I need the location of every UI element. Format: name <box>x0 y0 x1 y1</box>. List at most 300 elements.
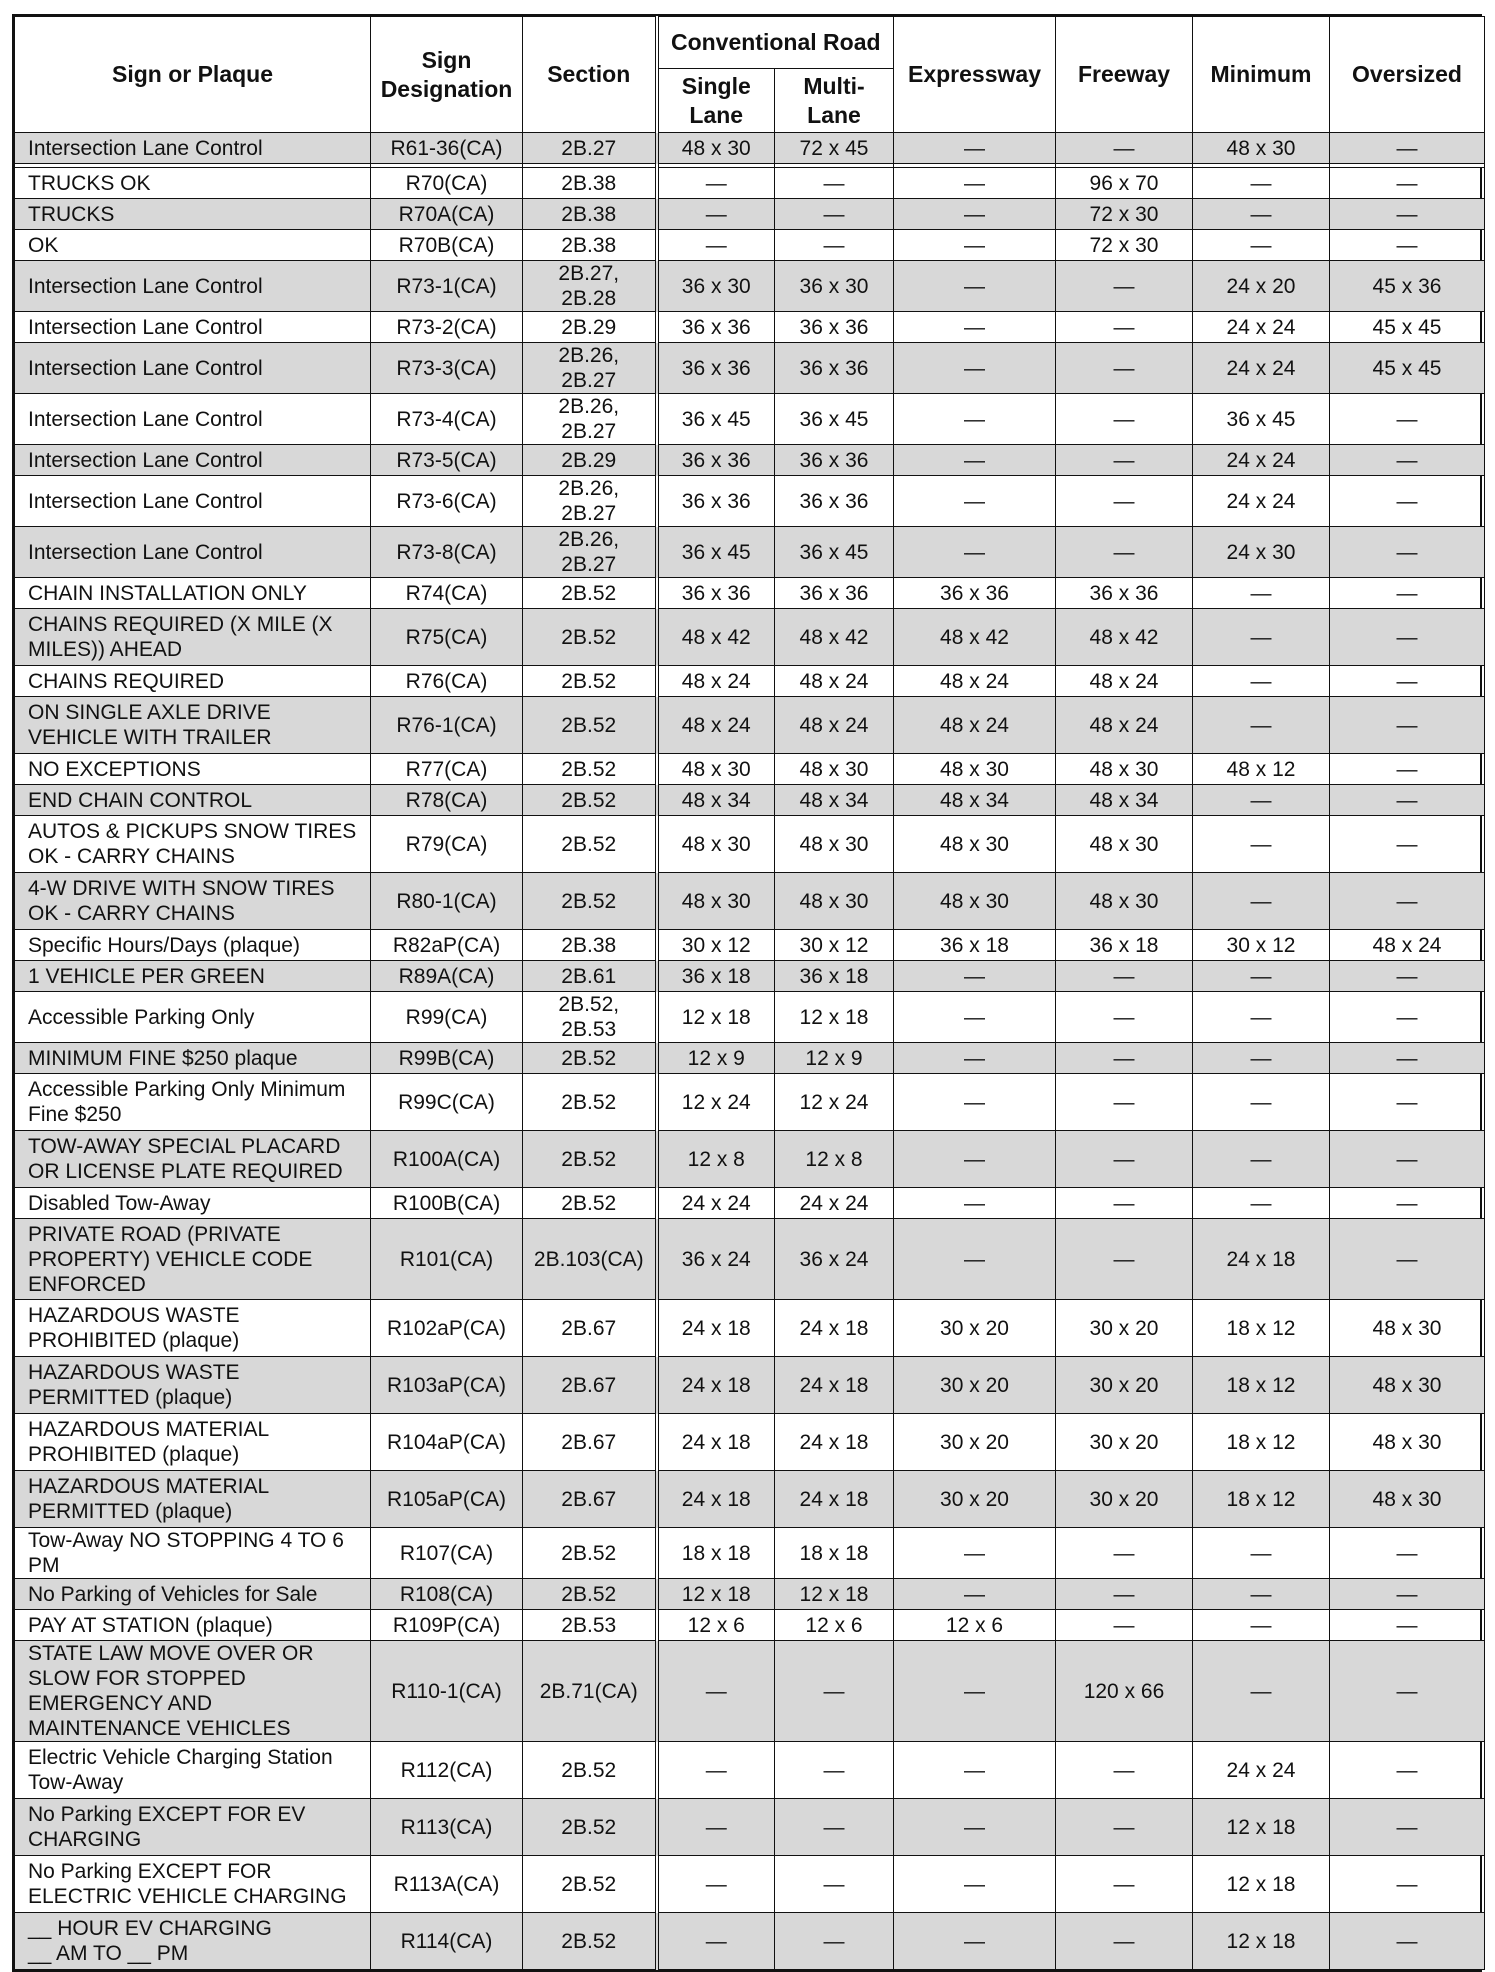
freeway-size-cell: 30 x 20 <box>1056 1471 1193 1528</box>
minimum-size-cell: — <box>1193 697 1330 754</box>
expressway-size-cell: — <box>894 476 1056 527</box>
table-row <box>15 609 1485 666</box>
minimum-size-cell: — <box>1193 1579 1330 1610</box>
single-lane-size-cell: 12 x 24 <box>657 1074 775 1131</box>
header-single-lane: Single Lane <box>657 69 775 133</box>
single-lane-size-cell: 12 x 6 <box>657 1610 775 1641</box>
single-lane-size-cell: 36 x 45 <box>657 527 775 578</box>
sign-designation-cell: R82aP(CA) <box>371 930 523 961</box>
section-cell: 2B.29 <box>523 312 657 343</box>
section-cell: 2B.38 <box>523 199 657 230</box>
freeway-size-cell: — <box>1056 961 1193 992</box>
oversized-size-cell: 45 x 45 <box>1330 312 1485 343</box>
single-lane-size-cell: — <box>657 1856 775 1913</box>
section-cell: 2B.52 <box>523 873 657 930</box>
expressway-size-cell: — <box>894 1641 1056 1742</box>
single-lane-size-cell: 12 x 18 <box>657 992 775 1043</box>
table-row <box>15 230 1485 261</box>
oversized-size-cell: — <box>1330 873 1485 930</box>
oversized-size-cell: — <box>1330 199 1485 230</box>
multi-lane-size-cell: — <box>775 1742 894 1799</box>
freeway-size-cell: — <box>1056 1742 1193 1799</box>
multi-lane-size-cell: 12 x 9 <box>775 1043 894 1074</box>
sign-name-cell: TOW-AWAY SPECIAL PLACARD OR LICENSE PLATE REQUIRED <box>15 1131 371 1188</box>
freeway-size-cell: — <box>1056 1131 1193 1188</box>
minimum-size-cell: 24 x 24 <box>1193 476 1330 527</box>
section-cell: 2B.52 <box>523 1742 657 1799</box>
oversized-size-cell: — <box>1330 961 1485 992</box>
expressway-size-cell: 48 x 30 <box>894 754 1056 785</box>
header-expressway: Expressway <box>894 17 1056 133</box>
freeway-size-cell: 48 x 30 <box>1056 754 1193 785</box>
expressway-size-cell: — <box>894 527 1056 578</box>
oversized-size-cell: — <box>1330 1219 1485 1300</box>
sign-name-cell: CHAINS REQUIRED <box>15 666 371 697</box>
oversized-size-cell: — <box>1330 445 1485 476</box>
oversized-size-cell: — <box>1330 697 1485 754</box>
minimum-size-cell: 12 x 18 <box>1193 1856 1330 1913</box>
sign-name-cell: No Parking of Vehicles for Sale <box>15 1579 371 1610</box>
minimum-size-cell: 48 x 30 <box>1193 133 1330 164</box>
expressway-size-cell: — <box>894 133 1056 164</box>
sign-designation-cell: R102aP(CA) <box>371 1300 523 1357</box>
sign-designation-cell: R77(CA) <box>371 754 523 785</box>
sign-designation-cell: R107(CA) <box>371 1528 523 1579</box>
freeway-size-cell: 36 x 18 <box>1056 930 1193 961</box>
multi-lane-size-cell: 12 x 18 <box>775 992 894 1043</box>
multi-lane-size-cell: 36 x 24 <box>775 1219 894 1300</box>
table-row <box>15 961 1485 992</box>
oversized-size-cell: — <box>1330 1528 1485 1579</box>
minimum-size-cell: 18 x 12 <box>1193 1414 1330 1471</box>
expressway-size-cell: 30 x 20 <box>894 1357 1056 1414</box>
table-row <box>15 1742 1485 1799</box>
sign-designation-cell: R79(CA) <box>371 816 523 873</box>
section-cell: 2B.26, 2B.27 <box>523 394 657 445</box>
multi-lane-size-cell: 12 x 6 <box>775 1610 894 1641</box>
expressway-size-cell: 48 x 24 <box>894 697 1056 754</box>
freeway-size-cell: 30 x 20 <box>1056 1357 1193 1414</box>
sign-name-cell: MINIMUM FINE $250 plaque <box>15 1043 371 1074</box>
multi-lane-size-cell: — <box>775 1799 894 1856</box>
single-lane-size-cell: 48 x 30 <box>657 754 775 785</box>
table-row <box>15 666 1485 697</box>
sign-name-cell: AUTOS & PICKUPS SNOW TIRES OK - CARRY CHAINS <box>15 816 371 873</box>
oversized-size-cell: — <box>1330 992 1485 1043</box>
multi-lane-size-cell: 48 x 24 <box>775 666 894 697</box>
multi-lane-size-cell: 36 x 36 <box>775 476 894 527</box>
section-cell: 2B.52 <box>523 1799 657 1856</box>
sign-name-cell: NO EXCEPTIONS <box>15 754 371 785</box>
freeway-size-cell: 36 x 36 <box>1056 578 1193 609</box>
section-cell: 2B.38 <box>523 168 657 199</box>
sign-designation-cell: R70B(CA) <box>371 230 523 261</box>
sign-size-table-frame <box>12 14 1482 1972</box>
freeway-size-cell: — <box>1056 1913 1193 1970</box>
multi-lane-size-cell: 12 x 18 <box>775 1579 894 1610</box>
header-conventional-road: Conventional Road <box>657 17 894 69</box>
single-lane-size-cell: 48 x 24 <box>657 697 775 754</box>
table-row <box>15 873 1485 930</box>
section-cell: 2B.52 <box>523 1579 657 1610</box>
sign-designation-cell: R70A(CA) <box>371 199 523 230</box>
sign-designation-cell: R109P(CA) <box>371 1610 523 1641</box>
freeway-size-cell: 96 x 70 <box>1056 168 1193 199</box>
single-lane-size-cell: 18 x 18 <box>657 1528 775 1579</box>
freeway-size-cell: 48 x 42 <box>1056 609 1193 666</box>
minimum-size-cell: 48 x 12 <box>1193 754 1330 785</box>
single-lane-size-cell: 36 x 36 <box>657 445 775 476</box>
single-lane-size-cell: — <box>657 1641 775 1742</box>
multi-lane-size-cell: — <box>775 1641 894 1742</box>
expressway-size-cell: — <box>894 992 1056 1043</box>
oversized-size-cell: — <box>1330 394 1485 445</box>
multi-lane-size-cell: 12 x 8 <box>775 1131 894 1188</box>
expressway-size-cell: — <box>894 1799 1056 1856</box>
freeway-size-cell: — <box>1056 1856 1193 1913</box>
freeway-size-cell: — <box>1056 343 1193 394</box>
multi-lane-size-cell: — <box>775 230 894 261</box>
sign-designation-cell: R114(CA) <box>371 1913 523 1970</box>
sign-designation-cell: R99B(CA) <box>371 1043 523 1074</box>
sign-designation-cell: R73-5(CA) <box>371 445 523 476</box>
header-sign-designation: Sign Designation <box>371 17 523 133</box>
multi-lane-size-cell: 48 x 30 <box>775 754 894 785</box>
minimum-size-cell: — <box>1193 873 1330 930</box>
multi-lane-size-cell: 36 x 30 <box>775 261 894 312</box>
oversized-size-cell: 48 x 30 <box>1330 1471 1485 1528</box>
single-lane-size-cell: 24 x 18 <box>657 1300 775 1357</box>
freeway-size-cell: — <box>1056 1043 1193 1074</box>
expressway-size-cell: 12 x 6 <box>894 1610 1056 1641</box>
expressway-size-cell: 30 x 20 <box>894 1414 1056 1471</box>
minimum-size-cell: — <box>1193 168 1330 199</box>
freeway-size-cell: — <box>1056 1528 1193 1579</box>
sign-name-cell: __ HOUR EV CHARGING __ AM TO __ PM <box>15 1913 371 1970</box>
table-row <box>15 785 1485 816</box>
table-row <box>15 697 1485 754</box>
expressway-size-cell: 36 x 36 <box>894 578 1056 609</box>
minimum-size-cell: — <box>1193 992 1330 1043</box>
single-lane-size-cell: — <box>657 1799 775 1856</box>
sign-name-cell: No Parking EXCEPT FOR ELECTRIC VEHICLE CHARGING <box>15 1856 371 1913</box>
expressway-size-cell: — <box>894 1913 1056 1970</box>
expressway-size-cell: — <box>894 1856 1056 1913</box>
table-row <box>15 199 1485 230</box>
table-row <box>15 394 1485 445</box>
oversized-size-cell: — <box>1330 1913 1485 1970</box>
single-lane-size-cell: 12 x 18 <box>657 1579 775 1610</box>
multi-lane-size-cell: — <box>775 168 894 199</box>
single-lane-size-cell: 48 x 30 <box>657 873 775 930</box>
sign-designation-cell: R108(CA) <box>371 1579 523 1610</box>
oversized-size-cell: — <box>1330 666 1485 697</box>
minimum-size-cell: 12 x 18 <box>1193 1799 1330 1856</box>
table-row <box>15 1414 1485 1471</box>
section-cell: 2B.61 <box>523 961 657 992</box>
minimum-size-cell: — <box>1193 1043 1330 1074</box>
freeway-size-cell: 120 x 66 <box>1056 1641 1193 1742</box>
sign-name-cell: 4-W DRIVE WITH SNOW TIRES OK - CARRY CHAINS <box>15 873 371 930</box>
expressway-size-cell: 48 x 30 <box>894 873 1056 930</box>
table-row <box>15 992 1485 1043</box>
freeway-size-cell: 48 x 24 <box>1056 666 1193 697</box>
sign-designation-cell: R76-1(CA) <box>371 697 523 754</box>
sign-name-cell: PRIVATE ROAD (PRIVATE PROPERTY) VEHICLE CODE ENFORCED <box>15 1219 371 1300</box>
section-cell: 2B.52 <box>523 666 657 697</box>
expressway-size-cell: 36 x 18 <box>894 930 1056 961</box>
expressway-size-cell: 48 x 34 <box>894 785 1056 816</box>
sign-designation-cell: R100B(CA) <box>371 1188 523 1219</box>
table-row <box>15 1579 1485 1610</box>
single-lane-size-cell: — <box>657 199 775 230</box>
freeway-size-cell: 48 x 30 <box>1056 873 1193 930</box>
oversized-size-cell: — <box>1330 754 1485 785</box>
oversized-size-cell: — <box>1330 476 1485 527</box>
sign-name-cell: Intersection Lane Control <box>15 312 371 343</box>
minimum-size-cell: — <box>1193 1131 1330 1188</box>
minimum-size-cell: — <box>1193 1188 1330 1219</box>
minimum-size-cell: — <box>1193 1610 1330 1641</box>
sign-name-cell: Intersection Lane Control <box>15 343 371 394</box>
minimum-size-cell: 24 x 20 <box>1193 261 1330 312</box>
section-cell: 2B.52, 2B.53 <box>523 992 657 1043</box>
oversized-size-cell: — <box>1330 133 1485 164</box>
expressway-size-cell: — <box>894 1131 1056 1188</box>
freeway-size-cell: — <box>1056 1074 1193 1131</box>
freeway-size-cell: — <box>1056 527 1193 578</box>
sign-name-cell: Intersection Lane Control <box>15 476 371 527</box>
oversized-size-cell: 45 x 45 <box>1330 343 1485 394</box>
expressway-size-cell: 30 x 20 <box>894 1471 1056 1528</box>
sign-designation-cell: R113A(CA) <box>371 1856 523 1913</box>
expressway-size-cell: — <box>894 1043 1056 1074</box>
multi-lane-size-cell: 18 x 18 <box>775 1528 894 1579</box>
section-cell: 2B.67 <box>523 1414 657 1471</box>
sign-designation-cell: R73-4(CA) <box>371 394 523 445</box>
oversized-size-cell: — <box>1330 527 1485 578</box>
table-row <box>15 1528 1485 1579</box>
sign-name-cell: HAZARDOUS WASTE PROHIBITED (plaque) <box>15 1300 371 1357</box>
sign-name-cell: Intersection Lane Control <box>15 261 371 312</box>
table-body <box>15 133 1485 1970</box>
table-row <box>15 133 1485 164</box>
single-lane-size-cell: — <box>657 1742 775 1799</box>
sign-designation-cell: R78(CA) <box>371 785 523 816</box>
sign-designation-cell: R76(CA) <box>371 666 523 697</box>
sign-name-cell: Intersection Lane Control <box>15 445 371 476</box>
table-row <box>15 1219 1485 1300</box>
single-lane-size-cell: 36 x 30 <box>657 261 775 312</box>
multi-lane-size-cell: 36 x 36 <box>775 445 894 476</box>
oversized-size-cell: — <box>1330 609 1485 666</box>
table-header <box>15 17 1485 133</box>
single-lane-size-cell: 48 x 42 <box>657 609 775 666</box>
multi-lane-size-cell: 48 x 42 <box>775 609 894 666</box>
minimum-size-cell: — <box>1193 199 1330 230</box>
multi-lane-size-cell: — <box>775 1913 894 1970</box>
minimum-size-cell: 24 x 24 <box>1193 1742 1330 1799</box>
section-cell: 2B.27, 2B.28 <box>523 261 657 312</box>
section-cell: 2B.52 <box>523 1528 657 1579</box>
single-lane-size-cell: 24 x 24 <box>657 1188 775 1219</box>
sign-designation-cell: R74(CA) <box>371 578 523 609</box>
minimum-size-cell: — <box>1193 816 1330 873</box>
minimum-size-cell: 24 x 24 <box>1193 343 1330 394</box>
sign-designation-cell: R89A(CA) <box>371 961 523 992</box>
section-cell: 2B.71(CA) <box>523 1641 657 1742</box>
single-lane-size-cell: 36 x 36 <box>657 476 775 527</box>
section-cell: 2B.52 <box>523 1856 657 1913</box>
multi-lane-size-cell: — <box>775 1856 894 1913</box>
table-row <box>15 1913 1485 1970</box>
sign-designation-cell: R112(CA) <box>371 1742 523 1799</box>
single-lane-size-cell: 30 x 12 <box>657 930 775 961</box>
table-row <box>15 1357 1485 1414</box>
expressway-size-cell: 30 x 20 <box>894 1300 1056 1357</box>
section-cell: 2B.26, 2B.27 <box>523 527 657 578</box>
table-row <box>15 1471 1485 1528</box>
table-row <box>15 343 1485 394</box>
single-lane-size-cell: 36 x 36 <box>657 312 775 343</box>
oversized-size-cell: — <box>1330 785 1485 816</box>
table-row <box>15 1610 1485 1641</box>
multi-lane-size-cell: 48 x 24 <box>775 697 894 754</box>
sign-name-cell: TRUCKS <box>15 199 371 230</box>
minimum-size-cell: — <box>1193 230 1330 261</box>
table-row <box>15 1131 1485 1188</box>
header-section: Section <box>523 17 657 133</box>
sign-name-cell: HAZARDOUS WASTE PERMITTED (plaque) <box>15 1357 371 1414</box>
minimum-size-cell: 24 x 30 <box>1193 527 1330 578</box>
minimum-size-cell: 24 x 18 <box>1193 1219 1330 1300</box>
table-row <box>15 1300 1485 1357</box>
expressway-size-cell: 48 x 30 <box>894 816 1056 873</box>
table-row <box>15 1043 1485 1074</box>
header-sign-or-plaque: Sign or Plaque <box>15 17 371 133</box>
section-cell: 2B.52 <box>523 1131 657 1188</box>
section-cell: 2B.29 <box>523 445 657 476</box>
single-lane-size-cell: 24 x 18 <box>657 1414 775 1471</box>
table-row <box>15 1856 1485 1913</box>
expressway-size-cell: — <box>894 168 1056 199</box>
oversized-size-cell: — <box>1330 1074 1485 1131</box>
expressway-size-cell: — <box>894 961 1056 992</box>
header-minimum: Minimum <box>1193 17 1330 133</box>
sign-name-cell: Electric Vehicle Charging Station Tow-Away <box>15 1742 371 1799</box>
oversized-size-cell: — <box>1330 1579 1485 1610</box>
section-cell: 2B.52 <box>523 609 657 666</box>
single-lane-size-cell: 48 x 30 <box>657 133 775 164</box>
single-lane-size-cell: 36 x 36 <box>657 578 775 609</box>
single-lane-size-cell: 12 x 9 <box>657 1043 775 1074</box>
sign-name-cell: CHAINS REQUIRED (X MILE (X MILES)) AHEAD <box>15 609 371 666</box>
multi-lane-size-cell: 12 x 24 <box>775 1074 894 1131</box>
multi-lane-size-cell: 36 x 45 <box>775 394 894 445</box>
oversized-size-cell: 45 x 36 <box>1330 261 1485 312</box>
multi-lane-size-cell: 36 x 36 <box>775 312 894 343</box>
single-lane-size-cell: 48 x 30 <box>657 816 775 873</box>
freeway-size-cell: — <box>1056 992 1193 1043</box>
table-row <box>15 445 1485 476</box>
multi-lane-size-cell: 36 x 18 <box>775 961 894 992</box>
header-multi-lane: Multi-Lane <box>775 69 894 133</box>
multi-lane-size-cell: 48 x 30 <box>775 873 894 930</box>
minimum-size-cell: — <box>1193 961 1330 992</box>
sign-designation-cell: R113(CA) <box>371 1799 523 1856</box>
expressway-size-cell: 48 x 24 <box>894 666 1056 697</box>
multi-lane-size-cell: 48 x 30 <box>775 816 894 873</box>
sign-designation-cell: R101(CA) <box>371 1219 523 1300</box>
table-row <box>15 1188 1485 1219</box>
sign-name-cell: OK <box>15 230 371 261</box>
freeway-size-cell: — <box>1056 312 1193 343</box>
sign-designation-cell: R100A(CA) <box>371 1131 523 1188</box>
sign-designation-cell: R73-8(CA) <box>371 527 523 578</box>
expressway-size-cell: — <box>894 1742 1056 1799</box>
sign-name-cell: Tow-Away NO STOPPING 4 TO 6 PM <box>15 1528 371 1579</box>
single-lane-size-cell: 24 x 18 <box>657 1471 775 1528</box>
table-row <box>15 312 1485 343</box>
section-cell: 2B.38 <box>523 930 657 961</box>
table-row <box>15 527 1485 578</box>
sign-designation-cell: R73-2(CA) <box>371 312 523 343</box>
expressway-size-cell: — <box>894 199 1056 230</box>
sign-name-cell: Accessible Parking Only Minimum Fine $250 <box>15 1074 371 1131</box>
section-cell: 2B.52 <box>523 754 657 785</box>
table-row <box>15 261 1485 312</box>
minimum-size-cell: 18 x 12 <box>1193 1357 1330 1414</box>
sign-name-cell: STATE LAW MOVE OVER OR SLOW FOR STOPPED EMERGENCY AND MAINTENANCE VEHICLES <box>15 1641 371 1742</box>
single-lane-size-cell: 36 x 36 <box>657 343 775 394</box>
minimum-size-cell: 18 x 12 <box>1193 1300 1330 1357</box>
sign-designation-cell: R73-3(CA) <box>371 343 523 394</box>
oversized-size-cell: — <box>1330 1856 1485 1913</box>
sign-designation-cell: R73-1(CA) <box>371 261 523 312</box>
multi-lane-size-cell: 48 x 34 <box>775 785 894 816</box>
section-cell: 2B.67 <box>523 1471 657 1528</box>
expressway-size-cell: — <box>894 343 1056 394</box>
section-cell: 2B.52 <box>523 1913 657 1970</box>
minimum-size-cell: — <box>1193 578 1330 609</box>
freeway-size-cell: — <box>1056 1579 1193 1610</box>
sign-designation-cell: R105aP(CA) <box>371 1471 523 1528</box>
single-lane-size-cell: 36 x 24 <box>657 1219 775 1300</box>
table-row <box>15 476 1485 527</box>
sign-designation-cell: R110-1(CA) <box>371 1641 523 1742</box>
freeway-size-cell: 30 x 20 <box>1056 1414 1193 1471</box>
section-cell: 2B.26, 2B.27 <box>523 343 657 394</box>
sign-name-cell: HAZARDOUS MATERIAL PROHIBITED (plaque) <box>15 1414 371 1471</box>
minimum-size-cell: 12 x 18 <box>1193 1913 1330 1970</box>
sign-name-cell: Accessible Parking Only <box>15 992 371 1043</box>
freeway-size-cell: — <box>1056 261 1193 312</box>
multi-lane-size-cell: 36 x 45 <box>775 527 894 578</box>
oversized-size-cell: — <box>1330 578 1485 609</box>
header-oversized: Oversized <box>1330 17 1485 133</box>
freeway-size-cell: — <box>1056 394 1193 445</box>
multi-lane-size-cell: 24 x 18 <box>775 1414 894 1471</box>
sign-name-cell: Disabled Tow-Away <box>15 1188 371 1219</box>
section-cell: 2B.52 <box>523 578 657 609</box>
sign-name-cell: Intersection Lane Control <box>15 527 371 578</box>
table-row <box>15 816 1485 873</box>
freeway-size-cell: — <box>1056 445 1193 476</box>
table-row <box>15 168 1485 199</box>
freeway-size-cell: 30 x 20 <box>1056 1300 1193 1357</box>
multi-lane-size-cell: 36 x 36 <box>775 343 894 394</box>
sign-name-cell: No Parking EXCEPT FOR EV CHARGING <box>15 1799 371 1856</box>
